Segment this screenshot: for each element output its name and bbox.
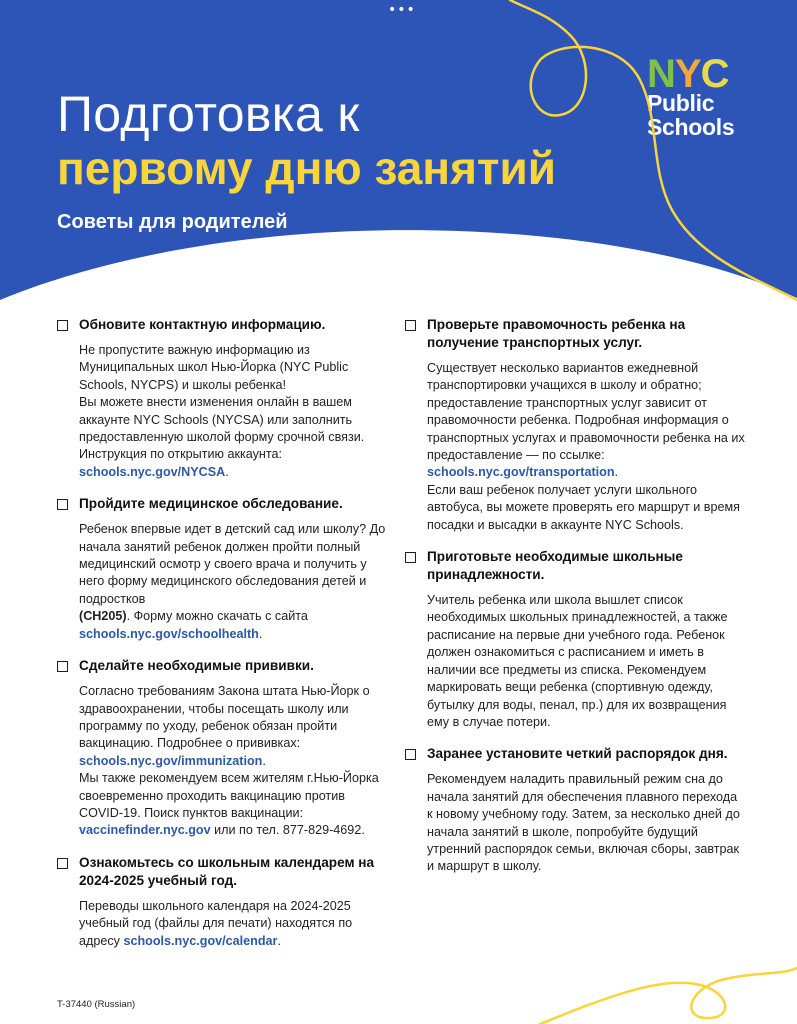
logo-letter-c: C: [700, 52, 729, 96]
nyc-public-schools-logo: [647, 52, 757, 141]
logo-schools: Schools: [647, 114, 735, 140]
link-vaccinefinder[interactable]: vaccinefinder.nyc.gov: [79, 823, 211, 838]
tip-school-supplies: [405, 548, 745, 731]
punct: .: [225, 464, 229, 479]
tip-text: Переводы школьного календаря на 2024-2025 учебный год (файлы для печати) находятся по адресу: [79, 898, 353, 948]
left-column: [57, 316, 392, 964]
tip-title: Заранее установите четкий распорядок дня.: [427, 746, 728, 762]
document-code: T-37440 (Russian): [57, 999, 136, 1010]
tip-body: [79, 683, 392, 840]
link-immunization[interactable]: schools.nyc.gov/immunization: [79, 753, 263, 768]
link-schoolhealth[interactable]: schools.nyc.gov/schoolhealth: [79, 626, 259, 641]
tip-body: [79, 521, 392, 643]
logo-letter-n: N: [647, 52, 675, 96]
tip-text: Учитель ребенка или школа вышлет список необходимых школьных принадлежностей, а также расписание на первые дни учебного года. Ребенок должен ознакомиться с расписанием и иметь в наличии все предметы из списка. Рекомендуем маркировать вещи ребенка (спортивную одежду, бутылку для воды, пенал, пр.) для их возвращения ему в случае потери.: [427, 593, 728, 729]
tip-text: Существует несколько вариантов ежедневной транспортировки учащихся в школу и обратно; предоставление транспортных услуг зависит от правомочности ребенка. Подробная информация о транспортных услугах и правомочности ребенка на их предоставление — по ссылке:: [427, 361, 745, 463]
checkbox-icon: [57, 320, 68, 331]
tip-text: . Форму можно скачать с сайта: [126, 609, 308, 624]
tip-title: Обновите контактную информацию.: [79, 317, 326, 332]
tip-text: Если ваш ребенок получает услуги школьного автобуса, вы можете проверять его маршрут и время посадки и высадки в аккаунте NYC Schools.: [427, 482, 740, 532]
tip-body: [427, 360, 745, 534]
tip-title: Пройдите медицинское обследование.: [79, 496, 343, 512]
tip-calendar: [57, 854, 392, 950]
tip-transportation: [405, 316, 745, 534]
page-subtitle: Советы для родителей: [57, 211, 288, 233]
logo-public: Public: [647, 90, 715, 116]
tip-body: [79, 342, 392, 481]
link-nycsa[interactable]: schools.nyc.gov/NYCSA: [79, 464, 226, 479]
logo-letter-y: Y: [674, 52, 701, 96]
tip-text: Мы также рекомендуем всем жителям г.Нью-Йорка своевременно проходить вакцинацию против COVID-19. Поиск пунктов вакцинации:: [79, 771, 379, 820]
tip-text: Вы можете внести изменения онлайн в вашем аккаунте NYC Schools (NYCSA) или заполнить предоставленную школой форму срочной связи. Инструкция по открытию аккаунта:: [79, 395, 365, 462]
form-code: (CH205): [79, 609, 127, 624]
tip-medical-exam: [57, 495, 392, 643]
punct: .: [262, 753, 266, 768]
tip-text: или по тел. 877-829-4692.: [214, 823, 365, 838]
right-column: [405, 316, 745, 890]
tip-body: [427, 771, 745, 875]
checkbox-icon: [405, 320, 416, 331]
tip-daily-routine: [405, 745, 745, 875]
tip-text: Согласно требованиям Закона штата Нью-Йорк о здравоохранении, чтобы посещать школу или программу по уходу, ребенок обязан пройти вакцинацию. Подробнее о прививках:: [79, 684, 370, 751]
tip-body: [427, 592, 745, 731]
tip-text: Ребенок впервые идет в детский сад или школу? До начала занятий ребенок должен пройти полный медицинский осмотр у своего врача и получить у него форму медицинского обследования детей и подростков: [79, 522, 386, 606]
nyc-logo-letters: [647, 52, 757, 96]
tip-vaccinations: [57, 657, 392, 840]
page-title-light: Подготовка к: [57, 86, 360, 142]
checkbox-icon: [405, 749, 416, 760]
link-calendar[interactable]: schools.nyc.gov/calendar: [123, 933, 278, 948]
more-dots-icon: •••: [388, 2, 416, 18]
tip-title: Проверьте правомочность ребенка на получение транспортных услуг.: [427, 317, 686, 350]
punct: .: [277, 933, 281, 948]
punct: .: [258, 626, 263, 641]
punct: .: [614, 465, 619, 480]
tip-contact-info: [57, 316, 392, 481]
checkbox-icon: [57, 858, 68, 869]
tip-text: Не пропустите важную информацию из Муниципальных школ Нью-Йорка (NYC Public Schools, NYCPS) и школы ребенка!: [79, 343, 349, 392]
page-title-bold: первому дню занятий: [57, 142, 557, 194]
tip-title: Ознакомьтесь со школьным календарем на 2024-2025 учебный год.: [79, 854, 375, 888]
checkbox-icon: [405, 552, 416, 563]
tip-title: Приготовьте необходимые школьные принадлежности.: [427, 549, 683, 583]
link-transportation[interactable]: schools.nyc.gov/transportation: [427, 465, 615, 480]
tip-title: Сделайте необходимые прививки.: [79, 658, 314, 674]
checkbox-icon: [57, 499, 68, 510]
checkbox-icon: [57, 661, 68, 672]
tip-text: Рекомендуем наладить правильный режим сна до начала занятий для обеспечения плавного перехода к новому учебному году. Затем, за несколько дней до начала занятий в школе, попробуйте будущий утренний распорядок семьи, включая сборы, завтрак и маршрут в школу.: [427, 772, 740, 874]
tip-body: [79, 898, 392, 950]
